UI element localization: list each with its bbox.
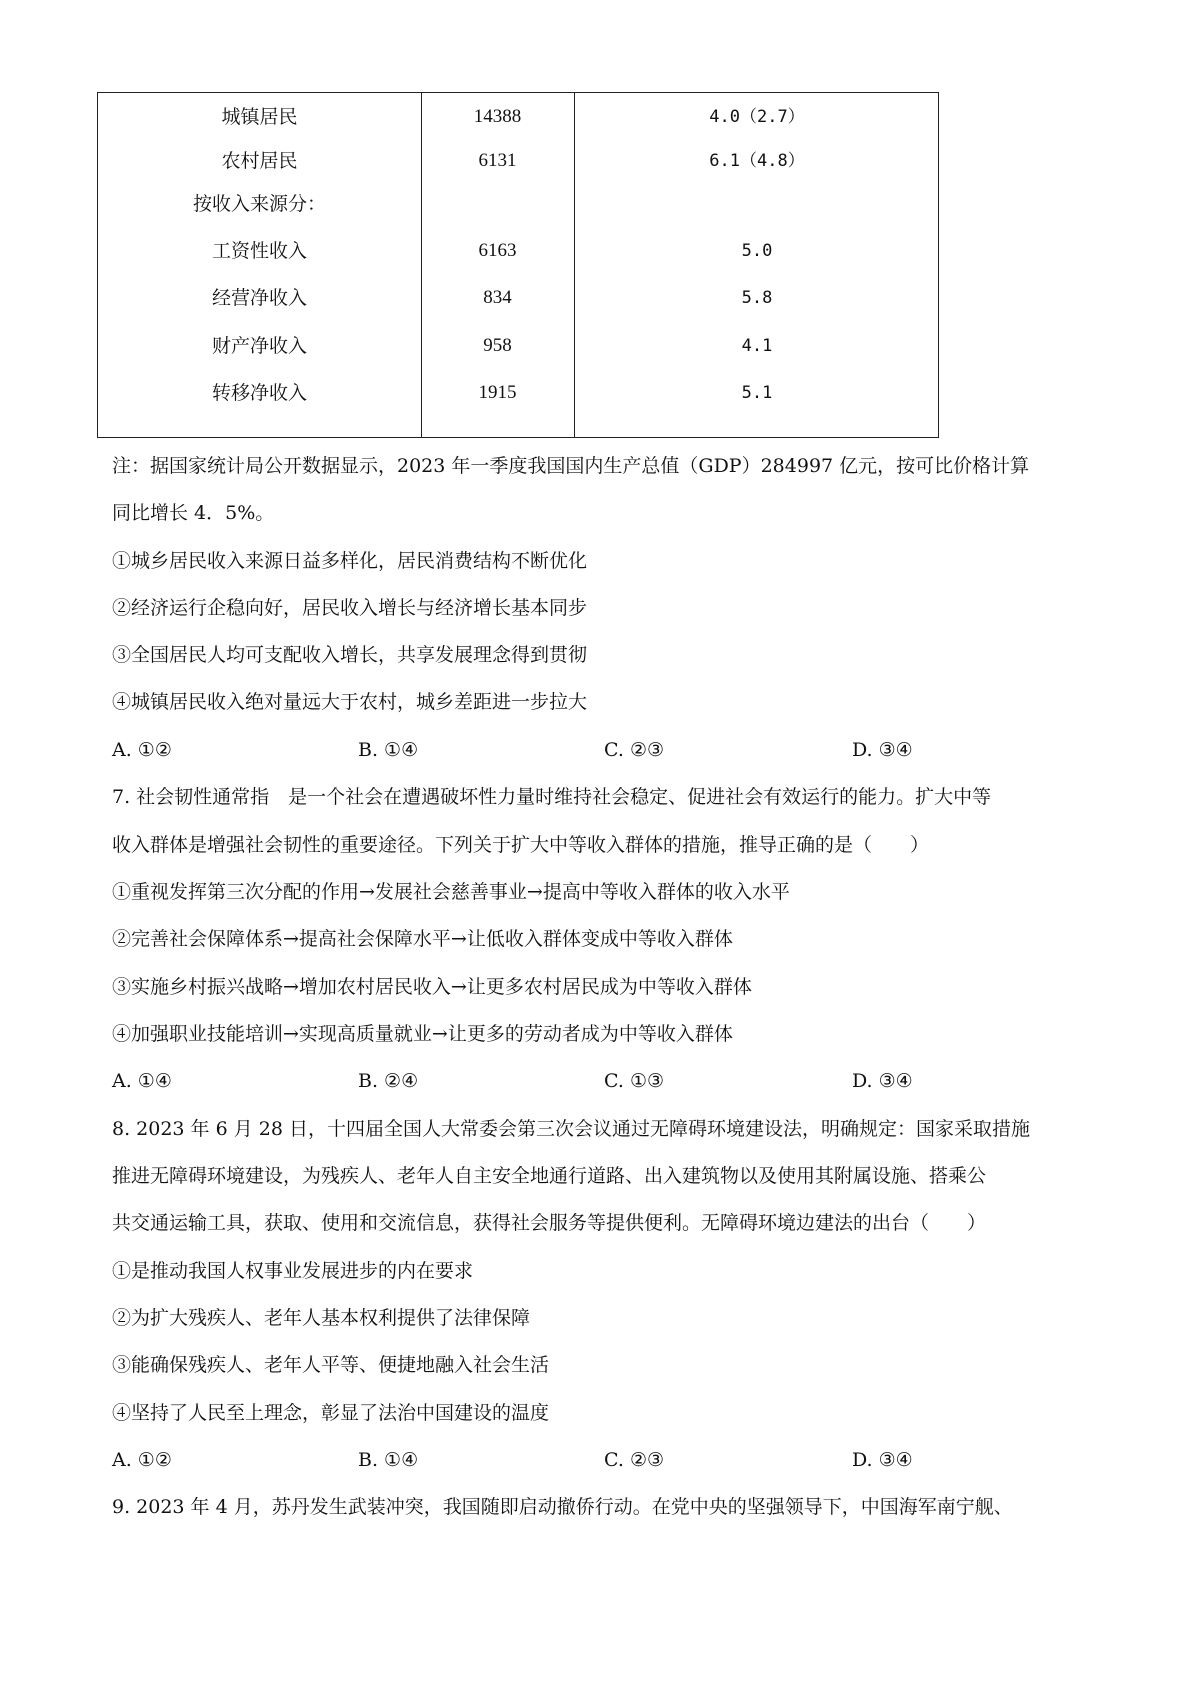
row-value [421,184,574,224]
table-row [98,373,938,413]
table-row [98,141,938,181]
table-row [98,278,938,318]
option-b: B. ②④ [358,1070,419,1092]
row-value: 834 [483,287,512,308]
row-growth [574,184,940,224]
statement-1: ①是推动我国人权事业发展进步的内在要求 [112,1260,474,1282]
table-note-line: 注：据国家统计局公开数据显示，2023 年一季度我国国内生产总值（GDP）284997 亿元，按可比价格计算 [112,455,1030,477]
option-d: D. ③④ [852,1070,913,1092]
row-value: 6131 [478,150,517,171]
table-row [98,231,938,271]
row-value: 14388 [473,106,522,127]
option-a: A. ①④ [112,1070,172,1092]
statement-1: ①重视发挥第三次分配的作用→发展社会慈善事业→提高中等收入群体的收入水平 [112,881,790,903]
option-c: C. ②③ [604,1449,665,1471]
row-growth: 5.0 [741,241,773,261]
table-row [98,326,938,366]
statement-1: ①城乡居民收入来源日益多样化，居民消费结构不断优化 [112,550,588,572]
row-value: 958 [483,335,512,356]
row-value: 6163 [478,240,517,261]
statement-3: ③实施乡村振兴战略→增加农村居民收入→让更多农村居民成为中等收入群体 [112,976,752,998]
row-label: 城镇居民 [221,106,298,128]
row-label: 转移净收入 [211,382,307,404]
statement-2: ②为扩大残疾人、老年人基本权利提供了法律保障 [112,1307,531,1329]
option-a: A. ①② [112,1449,172,1471]
question-8-stem: 8. 2023 年 6 月 28 日，十四届全国人大常委会第三次会议通过无障碍环境建设法，明确规定：国家采取措施 [112,1118,1030,1140]
row-growth: 5.1 [741,383,773,403]
statement-2: ②经济运行企稳向好，居民收入增长与经济增长基本同步 [112,597,588,619]
statement-3: ③能确保残疾人、老年人平等、便捷地融入社会生活 [112,1354,550,1376]
question-8-stem: 共交通运输工具，获取、使用和交流信息，获得社会服务等提供便利。无障碍环境边建法的出台（ ） [112,1212,987,1234]
question-7-stem: 收入群体是增强社会韧性的重要途径。下列关于扩大中等收入群体的措施，推导正确的是（ ） [112,834,930,856]
option-c: C. ①③ [604,1070,665,1092]
option-b: B. ①④ [358,739,419,761]
question-7-stem: 7. 社会韧性通常指 是一个社会在遭遇破坏性力量时维持社会稳定、促进社会有效运行的能力。扩大中等 [112,786,992,808]
row-label: 工资性收入 [211,240,307,262]
income-table [97,92,939,438]
option-d: D. ③④ [852,1449,913,1471]
statement-4: ④城镇居民收入绝对量远大于农村，城乡差距进一步拉大 [112,691,588,713]
row-growth: 5.8 [741,288,773,308]
option-c: C. ②③ [604,739,665,761]
row-growth: 4.1 [741,336,773,356]
option-a: A. ①② [112,739,172,761]
table-row [98,184,938,224]
question-8-stem: 推进无障碍环境建设，为残疾人、老年人自主安全地通行道路、出入建筑物以及使用其附属设施、搭乘公 [112,1165,987,1187]
option-d: D. ③④ [852,739,913,761]
row-growth: 6.1（4.8） [709,151,805,171]
table-note-line: 同比增长 4．5%。 [112,502,275,524]
row-label: 农村居民 [221,150,298,172]
row-label: 按收入来源分： [192,193,326,215]
statement-2: ②完善社会保障体系→提高社会保障水平→让低收入群体变成中等收入群体 [112,928,733,950]
row-growth: 4.0（2.7） [709,107,805,127]
table-row [98,97,938,137]
option-b: B. ①④ [358,1449,419,1471]
statement-4: ④坚持了人民至上理念，彰显了法治中国建设的温度 [112,1402,550,1424]
row-value: 1915 [478,382,517,403]
question-9-stem: 9. 2023 年 4 月，苏丹发生武装冲突，我国随即启动撤侨行动。在党中央的坚强领导下，中国海军南宁舰、 [112,1496,1013,1518]
statement-3: ③全国居民人均可支配收入增长，共享发展理念得到贯彻 [112,644,588,666]
statement-4: ④加强职业技能培训→实现高质量就业→让更多的劳动者成为中等收入群体 [112,1023,733,1045]
row-label: 经营净收入 [211,287,307,309]
row-label: 财产净收入 [211,335,307,357]
